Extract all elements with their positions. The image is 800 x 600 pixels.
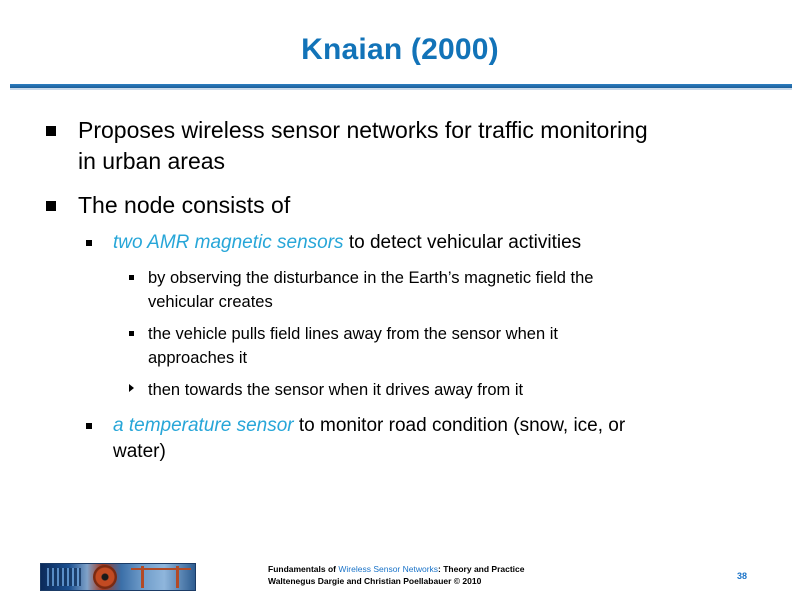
bullet-amr-sensors	[113, 230, 753, 256]
footer-citation	[268, 563, 525, 587]
bullet-drives-away: then towards the sensor when it drives away from it	[148, 381, 524, 399]
footer-authors: Waltenegus Dargie and Christian Poellabauer © 2010	[268, 576, 482, 586]
bullet-pulls-field-lines	[148, 322, 708, 370]
bullet-square-icon	[129, 331, 134, 336]
highlight-temperature-sensor: a temperature sensor	[113, 415, 294, 436]
bridge-tower-image	[176, 566, 179, 588]
bullet-text-line: vehicular creates	[148, 293, 273, 311]
footer-book-link: Wireless Sensor Networks	[338, 564, 439, 574]
bullet-text-line: the vehicle pulls field lines away from the sensor when it	[148, 325, 558, 343]
bullet-square-icon	[129, 275, 134, 280]
eye-image	[93, 565, 117, 589]
page-number: 38	[737, 571, 748, 581]
bullet-text-line: Proposes wireless sensor networks for traffic monitoring	[78, 117, 648, 143]
bullet-text-line: water)	[113, 441, 166, 462]
bullet-proposes	[78, 115, 768, 177]
bullet-text-line: by observing the disturbance in the Earth’s magnetic field the	[148, 269, 594, 287]
footer-banner-image	[40, 563, 196, 591]
footer-suffix: : Theory and Practice	[438, 564, 525, 574]
bullet-text-line: in urban areas	[78, 148, 226, 174]
title-divider	[10, 84, 792, 90]
bullet-temperature-sensor	[113, 413, 753, 465]
highlight-amr-sensors: two AMR magnetic sensors	[113, 232, 344, 253]
bullet-square-icon	[86, 423, 92, 429]
bridge-image	[131, 568, 191, 590]
bullet-node-consists: The node consists of	[78, 192, 291, 218]
bullet-text: to detect vehicular activities	[343, 232, 582, 253]
bullet-square-icon	[46, 201, 56, 211]
bullet-text-line: approaches it	[148, 349, 248, 367]
circuit-image	[47, 568, 81, 586]
bullet-square-icon	[46, 126, 56, 136]
bridge-tower-image	[141, 566, 144, 588]
slide-title: Knaian (2000)	[301, 33, 499, 66]
bullet-triangle-icon	[129, 384, 134, 392]
bullet-text: to monitor road condition (snow, ice, or	[293, 415, 626, 436]
bullet-square-icon	[86, 240, 92, 246]
bullet-observing	[148, 266, 708, 314]
footer-prefix: Fundamentals of	[268, 564, 339, 574]
